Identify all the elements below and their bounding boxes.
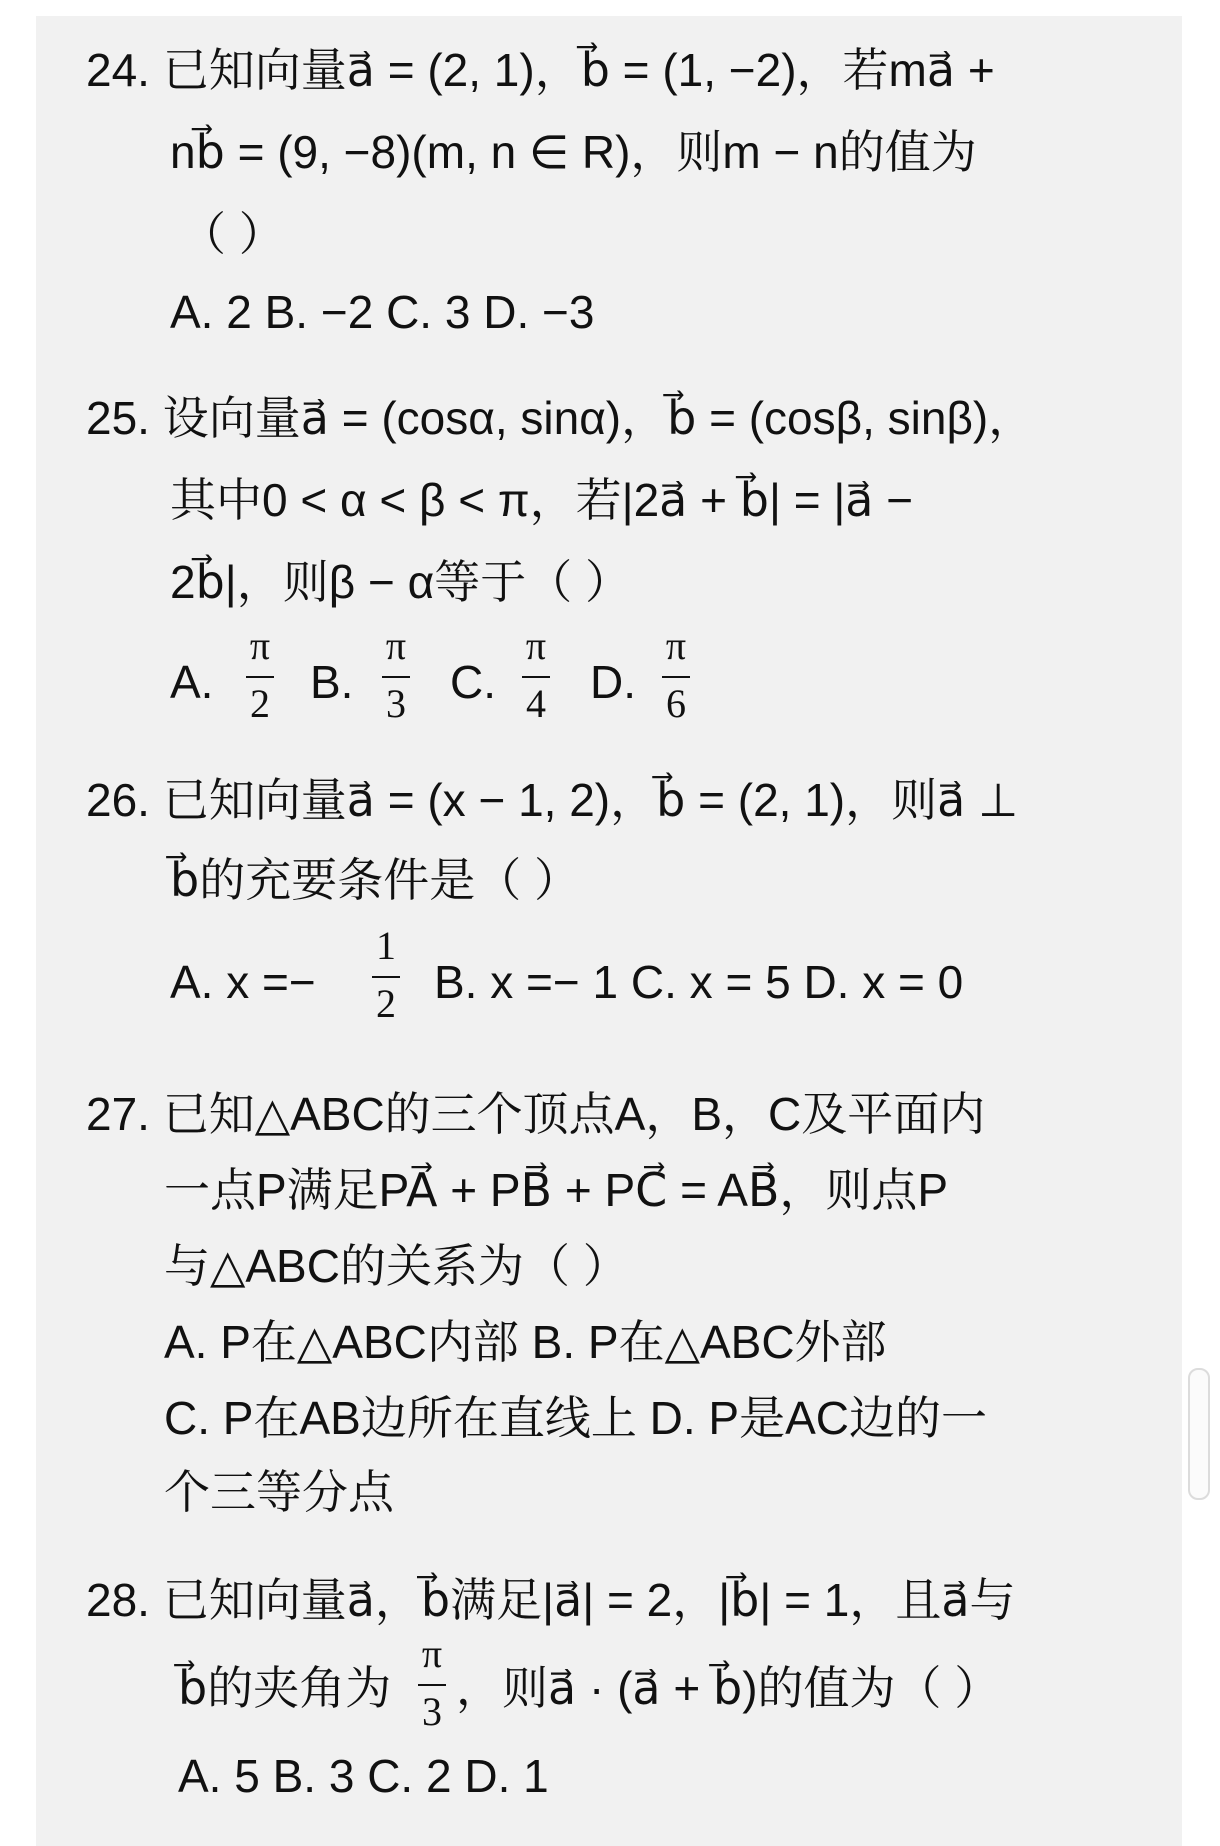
q25-choice-d-den: 6 xyxy=(666,681,686,726)
q28-line2-pre: b⃗的夹角为 xyxy=(178,1662,392,1714)
q26-line1: 26. 已知向量a⃗ = (x − 1, 2)，b⃗ = (2, 1)，则a⃗ ⊥ xyxy=(86,774,1019,826)
q26-choice-a-label: A. x =− xyxy=(170,956,316,1008)
q25-choice-a-den: 2 xyxy=(250,681,270,726)
q25-choice-c-num: π xyxy=(525,623,547,668)
q24-line3: （ ） xyxy=(180,208,285,260)
q25-line3: 2b⃗|，则β − α等于（ ） xyxy=(170,556,631,608)
q25-choice-b-den: 3 xyxy=(386,681,406,726)
q25-line2: 其中0 < α < β < π，若|2a⃗ + b⃗| = |a⃗ − xyxy=(170,474,914,526)
q27-choices-line1: A. P在△ABC内部 B. P在△ABC外部 xyxy=(164,1316,887,1368)
q28-line1: 28. 已知向量a⃗，b⃗满足|a⃗| = 2，|b⃗| = 1，且a⃗与 xyxy=(86,1574,1016,1626)
q26-line2: b⃗的充要条件是（ ） xyxy=(170,854,580,906)
fraction-bar xyxy=(382,676,410,678)
q25-choice-b-label: B. xyxy=(310,656,354,708)
q25-choice-d-label: D. xyxy=(590,656,636,708)
scrollbar-thumb[interactable] xyxy=(1188,1368,1210,1500)
q24-line2: nb⃗ = (9, −8)(m, n ∈ R)，则m − n的值为 xyxy=(170,126,977,178)
q26-choice-a-den: 2 xyxy=(376,981,396,1026)
q28-frac-den: 3 xyxy=(422,1689,442,1734)
q24-line1: 24. 已知向量a⃗ = (2, 1)，b⃗ = (1, −2)，若ma⃗ + xyxy=(86,44,995,96)
fraction-bar xyxy=(662,676,690,678)
q26-choice-a-num: 1 xyxy=(376,923,396,968)
fraction-bar xyxy=(372,976,400,978)
q25-choice-a-num: π xyxy=(249,623,271,668)
q28-line2-post: ，则a⃗ · (a⃗ + b⃗)的值为（ ） xyxy=(456,1662,1001,1714)
q28-choices: A. 5 B. 3 C. 2 D. 1 xyxy=(178,1750,549,1802)
q25-choice-b-num: π xyxy=(385,623,407,668)
fraction-bar xyxy=(522,676,550,678)
q25-choice-c-den: 4 xyxy=(526,681,546,726)
q25-choice-a-label: A. xyxy=(170,656,214,708)
fraction-bar xyxy=(418,1684,446,1686)
q26-choices-rest: B. x =− 1 C. x = 5 D. x = 0 xyxy=(434,956,964,1008)
q24-choices: A. 2 B. −2 C. 3 D. −3 xyxy=(170,286,595,338)
q27-line3: 与△ABC的关系为（ ） xyxy=(164,1240,629,1292)
fraction-bar xyxy=(246,676,274,678)
q28-frac-num: π xyxy=(421,1631,443,1676)
q25-choice-c-label: C. xyxy=(450,656,496,708)
q27-line1: 27. 已知△ABC的三个顶点A，B，C及平面内 xyxy=(86,1088,986,1140)
q27-line2: 一点P满足PA⃗ + PB⃗ + PC⃗ = AB⃗，则点P xyxy=(164,1164,949,1216)
q27-choices-line2: C. P在AB边所在直线上 D. P是AC边的一 xyxy=(164,1392,987,1444)
q25-line1: 25. 设向量a⃗ = (cosα, sinα)，b⃗ = (cosβ, sinβ)， xyxy=(86,392,1035,444)
q27-choices-line3: 个三等分点 xyxy=(164,1466,394,1518)
q25-choice-d-num: π xyxy=(665,623,687,668)
